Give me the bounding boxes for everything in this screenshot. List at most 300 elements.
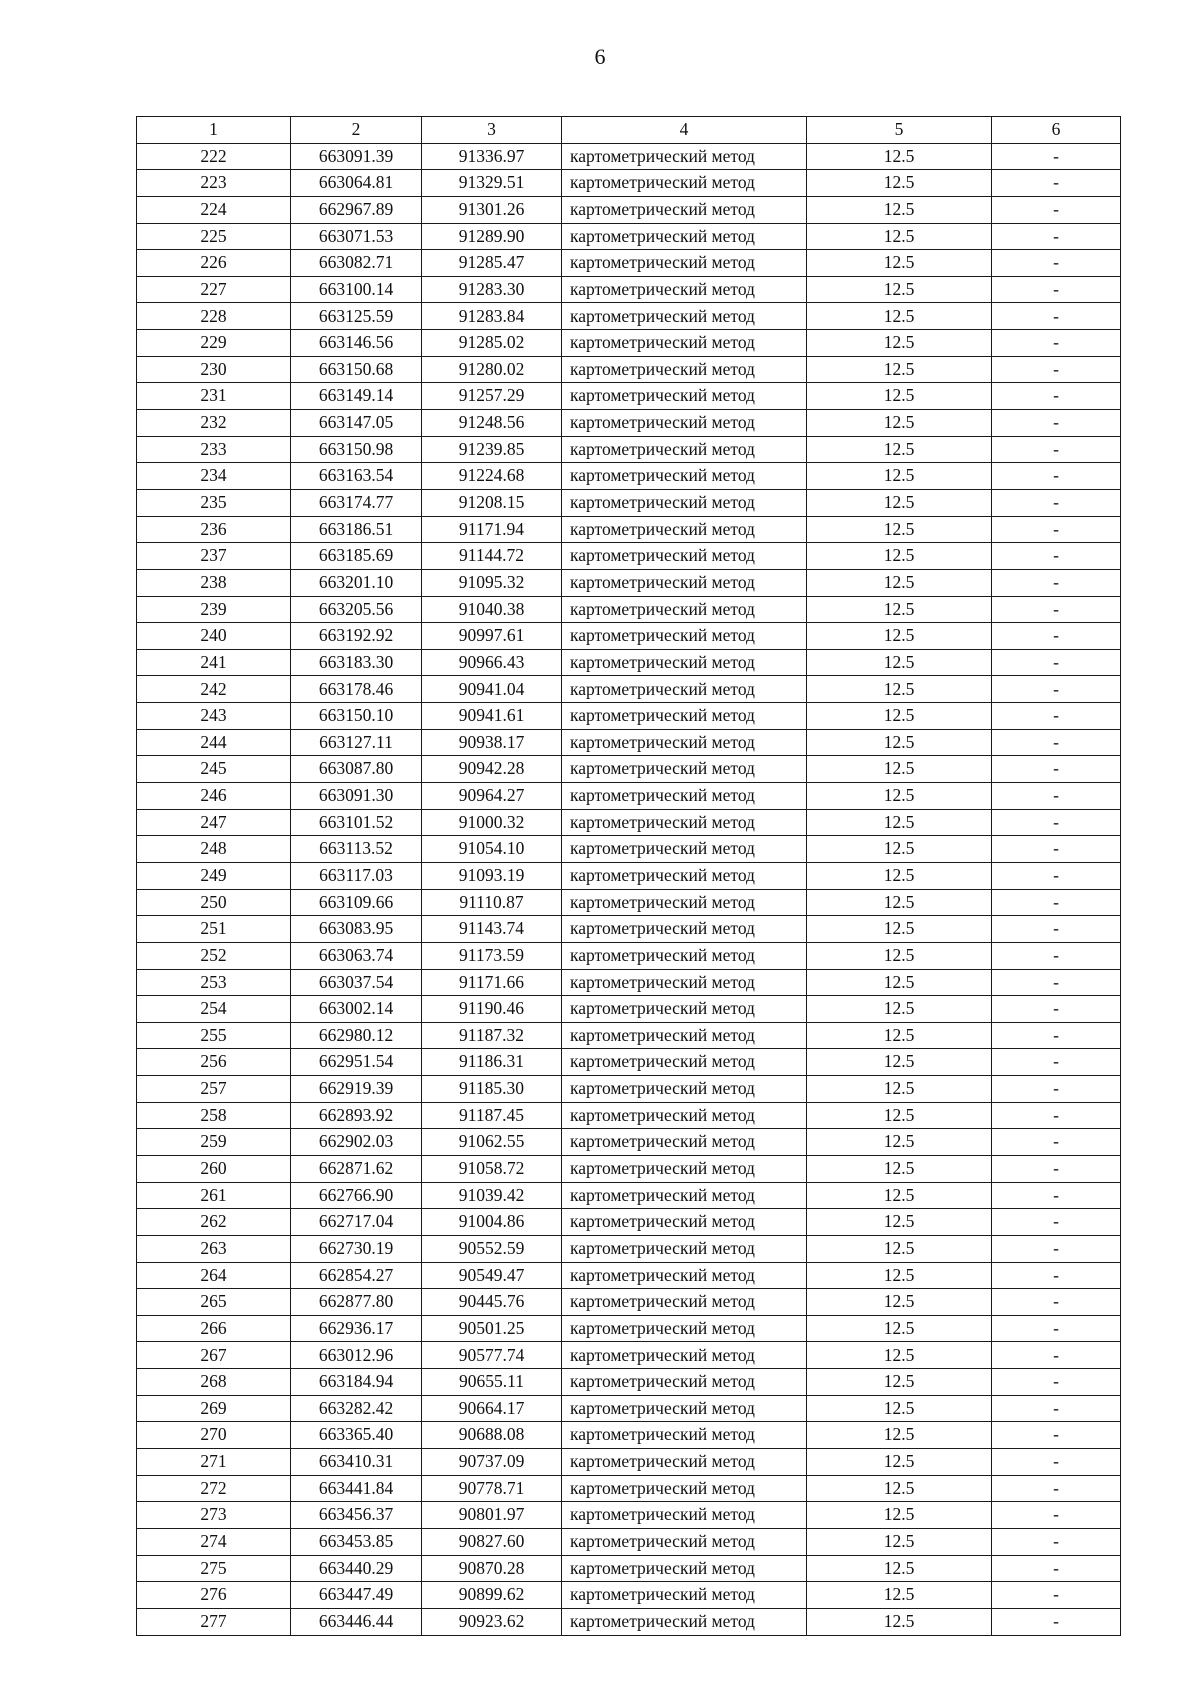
point-number-cell: 277	[137, 1608, 291, 1635]
y-coordinate-cell: 91329.51	[422, 170, 562, 197]
accuracy-cell: 12.5	[807, 196, 992, 223]
point-number-cell: 229	[137, 330, 291, 357]
y-coordinate-cell: 90923.62	[422, 1608, 562, 1635]
method-cell: картометрический метод	[562, 1449, 807, 1476]
description-cell: -	[992, 809, 1121, 836]
point-number-cell: 276	[137, 1582, 291, 1609]
x-coordinate-cell: 663150.68	[291, 356, 422, 383]
point-number-cell: 270	[137, 1422, 291, 1449]
x-coordinate-cell: 663101.52	[291, 809, 422, 836]
accuracy-cell: 12.5	[807, 809, 992, 836]
method-cell: картометрический метод	[562, 1076, 807, 1103]
method-cell: картометрический метод	[562, 516, 807, 543]
method-cell: картометрический метод	[562, 1422, 807, 1449]
method-cell: картометрический метод	[562, 276, 807, 303]
table-row	[137, 1262, 1121, 1289]
table-row	[137, 489, 1121, 516]
point-number-cell: 251	[137, 916, 291, 943]
method-cell: картометрический метод	[562, 996, 807, 1023]
y-coordinate-cell: 90966.43	[422, 649, 562, 676]
y-coordinate-cell: 91257.29	[422, 383, 562, 410]
table-row	[137, 196, 1121, 223]
x-coordinate-cell: 663109.66	[291, 889, 422, 916]
y-coordinate-cell: 91289.90	[422, 223, 562, 250]
coordinates-table	[136, 116, 1121, 1636]
description-cell: -	[992, 756, 1121, 783]
accuracy-cell: 12.5	[807, 729, 992, 756]
x-coordinate-cell: 663447.49	[291, 1582, 422, 1609]
point-number-cell: 231	[137, 383, 291, 410]
accuracy-cell: 12.5	[807, 330, 992, 357]
point-number-cell: 253	[137, 969, 291, 996]
y-coordinate-cell: 90941.61	[422, 703, 562, 730]
description-cell: -	[992, 1209, 1121, 1236]
method-cell: картометрический метод	[562, 649, 807, 676]
y-coordinate-cell: 90577.74	[422, 1342, 562, 1369]
column-header-method: 4	[562, 117, 807, 144]
method-cell: картометрический метод	[562, 383, 807, 410]
y-coordinate-cell: 91190.46	[422, 996, 562, 1023]
table-row	[137, 1076, 1121, 1103]
method-cell: картометрический метод	[562, 1582, 807, 1609]
accuracy-cell: 12.5	[807, 783, 992, 810]
table-row	[137, 143, 1121, 170]
point-number-cell: 250	[137, 889, 291, 916]
point-number-cell: 258	[137, 1102, 291, 1129]
x-coordinate-cell: 662871.62	[291, 1155, 422, 1182]
accuracy-cell: 12.5	[807, 596, 992, 623]
point-number-cell: 235	[137, 489, 291, 516]
point-number-cell: 230	[137, 356, 291, 383]
method-cell: картометрический метод	[562, 1022, 807, 1049]
x-coordinate-cell: 663185.69	[291, 543, 422, 570]
table-row	[137, 356, 1121, 383]
x-coordinate-cell: 663037.54	[291, 969, 422, 996]
point-number-cell: 225	[137, 223, 291, 250]
x-coordinate-cell: 663071.53	[291, 223, 422, 250]
point-number-cell: 261	[137, 1182, 291, 1209]
table-row	[137, 303, 1121, 330]
accuracy-cell: 12.5	[807, 356, 992, 383]
x-coordinate-cell: 663012.96	[291, 1342, 422, 1369]
y-coordinate-cell: 91058.72	[422, 1155, 562, 1182]
x-coordinate-cell: 662730.19	[291, 1235, 422, 1262]
x-coordinate-cell: 662893.92	[291, 1102, 422, 1129]
x-coordinate-cell: 663365.40	[291, 1422, 422, 1449]
method-cell: картометрический метод	[562, 1182, 807, 1209]
method-cell: картометрический метод	[562, 1369, 807, 1396]
method-cell: картометрический метод	[562, 489, 807, 516]
accuracy-cell: 12.5	[807, 1342, 992, 1369]
accuracy-cell: 12.5	[807, 1155, 992, 1182]
accuracy-cell: 12.5	[807, 889, 992, 916]
description-cell: -	[992, 1528, 1121, 1555]
y-coordinate-cell: 91283.30	[422, 276, 562, 303]
description-cell: -	[992, 1182, 1121, 1209]
table-row	[137, 836, 1121, 863]
point-number-cell: 260	[137, 1155, 291, 1182]
y-coordinate-cell: 90664.17	[422, 1395, 562, 1422]
accuracy-cell: 12.5	[807, 649, 992, 676]
point-number-cell: 247	[137, 809, 291, 836]
y-coordinate-cell: 91039.42	[422, 1182, 562, 1209]
table-row	[137, 996, 1121, 1023]
method-cell: картометрический метод	[562, 836, 807, 863]
y-coordinate-cell: 91173.59	[422, 942, 562, 969]
x-coordinate-cell: 662854.27	[291, 1262, 422, 1289]
accuracy-cell: 12.5	[807, 1449, 992, 1476]
description-cell: -	[992, 410, 1121, 437]
description-cell: -	[992, 1369, 1121, 1396]
table-row	[137, 1155, 1121, 1182]
method-cell: картометрический метод	[562, 1155, 807, 1182]
accuracy-cell: 12.5	[807, 1582, 992, 1609]
table-row	[137, 1209, 1121, 1236]
description-cell: -	[992, 649, 1121, 676]
y-coordinate-cell: 91283.84	[422, 303, 562, 330]
y-coordinate-cell: 90655.11	[422, 1369, 562, 1396]
y-coordinate-cell: 90801.97	[422, 1502, 562, 1529]
x-coordinate-cell: 663083.95	[291, 916, 422, 943]
x-coordinate-cell: 663146.56	[291, 330, 422, 357]
table-row	[137, 1555, 1121, 1582]
accuracy-cell: 12.5	[807, 1422, 992, 1449]
accuracy-cell: 12.5	[807, 276, 992, 303]
method-cell: картометрический метод	[562, 463, 807, 490]
accuracy-cell: 12.5	[807, 410, 992, 437]
table-row	[137, 623, 1121, 650]
method-cell: картометрический метод	[562, 1289, 807, 1316]
method-cell: картометрический метод	[562, 1528, 807, 1555]
accuracy-cell: 12.5	[807, 1182, 992, 1209]
table-row	[137, 1528, 1121, 1555]
x-coordinate-cell: 663087.80	[291, 756, 422, 783]
description-cell: -	[992, 436, 1121, 463]
method-cell: картометрический метод	[562, 543, 807, 570]
method-cell: картометрический метод	[562, 356, 807, 383]
description-cell: -	[992, 543, 1121, 570]
description-cell: -	[992, 303, 1121, 330]
accuracy-cell: 12.5	[807, 1262, 992, 1289]
accuracy-cell: 12.5	[807, 836, 992, 863]
point-number-cell: 233	[137, 436, 291, 463]
x-coordinate-cell: 663192.92	[291, 623, 422, 650]
method-cell: картометрический метод	[562, 1342, 807, 1369]
method-cell: картометрический метод	[562, 143, 807, 170]
method-cell: картометрический метод	[562, 1209, 807, 1236]
accuracy-cell: 12.5	[807, 1076, 992, 1103]
table-body	[137, 143, 1121, 1635]
y-coordinate-cell: 90938.17	[422, 729, 562, 756]
table-row	[137, 649, 1121, 676]
x-coordinate-cell: 663117.03	[291, 862, 422, 889]
table-header-row	[137, 117, 1121, 144]
table-row	[137, 543, 1121, 570]
description-cell: -	[992, 170, 1121, 197]
point-number-cell: 237	[137, 543, 291, 570]
y-coordinate-cell: 90942.28	[422, 756, 562, 783]
table-row	[137, 569, 1121, 596]
x-coordinate-cell: 663082.71	[291, 250, 422, 277]
method-cell: картометрический метод	[562, 1049, 807, 1076]
accuracy-cell: 12.5	[807, 1608, 992, 1635]
x-coordinate-cell: 663446.44	[291, 1608, 422, 1635]
x-coordinate-cell: 663440.29	[291, 1555, 422, 1582]
description-cell: -	[992, 969, 1121, 996]
accuracy-cell: 12.5	[807, 1289, 992, 1316]
x-coordinate-cell: 663183.30	[291, 649, 422, 676]
accuracy-cell: 12.5	[807, 1129, 992, 1156]
table-row	[137, 1182, 1121, 1209]
table-row	[137, 1342, 1121, 1369]
y-coordinate-cell: 90997.61	[422, 623, 562, 650]
description-cell: -	[992, 250, 1121, 277]
x-coordinate-cell: 663186.51	[291, 516, 422, 543]
point-number-cell: 227	[137, 276, 291, 303]
accuracy-cell: 12.5	[807, 1369, 992, 1396]
method-cell: картометрический метод	[562, 729, 807, 756]
x-coordinate-cell: 663453.85	[291, 1528, 422, 1555]
x-coordinate-cell: 663205.56	[291, 596, 422, 623]
description-cell: -	[992, 1129, 1121, 1156]
method-cell: картометрический метод	[562, 676, 807, 703]
x-coordinate-cell: 662766.90	[291, 1182, 422, 1209]
table-row	[137, 436, 1121, 463]
point-number-cell: 226	[137, 250, 291, 277]
y-coordinate-cell: 90941.04	[422, 676, 562, 703]
description-cell: -	[992, 942, 1121, 969]
table-row	[137, 1475, 1121, 1502]
x-coordinate-cell: 663441.84	[291, 1475, 422, 1502]
description-cell: -	[992, 1342, 1121, 1369]
description-cell: -	[992, 916, 1121, 943]
description-cell: -	[992, 676, 1121, 703]
point-number-cell: 228	[137, 303, 291, 330]
x-coordinate-cell: 663410.31	[291, 1449, 422, 1476]
point-number-cell: 255	[137, 1022, 291, 1049]
description-cell: -	[992, 1022, 1121, 1049]
y-coordinate-cell: 91110.87	[422, 889, 562, 916]
y-coordinate-cell: 90445.76	[422, 1289, 562, 1316]
y-coordinate-cell: 91239.85	[422, 436, 562, 463]
point-number-cell: 244	[137, 729, 291, 756]
table-row	[137, 1369, 1121, 1396]
x-coordinate-cell: 663150.10	[291, 703, 422, 730]
x-coordinate-cell: 662936.17	[291, 1315, 422, 1342]
table-row	[137, 1449, 1121, 1476]
description-cell: -	[992, 1422, 1121, 1449]
table-row	[137, 889, 1121, 916]
point-number-cell: 263	[137, 1235, 291, 1262]
point-number-cell: 245	[137, 756, 291, 783]
point-number-cell: 236	[137, 516, 291, 543]
accuracy-cell: 12.5	[807, 1235, 992, 1262]
method-cell: картометрический метод	[562, 942, 807, 969]
accuracy-cell: 12.5	[807, 1209, 992, 1236]
x-coordinate-cell: 662717.04	[291, 1209, 422, 1236]
method-cell: картометрический метод	[562, 1129, 807, 1156]
y-coordinate-cell: 91301.26	[422, 196, 562, 223]
point-number-cell: 269	[137, 1395, 291, 1422]
y-coordinate-cell: 90870.28	[422, 1555, 562, 1582]
accuracy-cell: 12.5	[807, 1528, 992, 1555]
description-cell: -	[992, 1475, 1121, 1502]
accuracy-cell: 12.5	[807, 516, 992, 543]
method-cell: картометрический метод	[562, 862, 807, 889]
point-number-cell: 259	[137, 1129, 291, 1156]
y-coordinate-cell: 90827.60	[422, 1528, 562, 1555]
x-coordinate-cell: 663163.54	[291, 463, 422, 490]
x-coordinate-cell: 663127.11	[291, 729, 422, 756]
description-cell: -	[992, 1289, 1121, 1316]
point-number-cell: 223	[137, 170, 291, 197]
y-coordinate-cell: 91208.15	[422, 489, 562, 516]
accuracy-cell: 12.5	[807, 1475, 992, 1502]
method-cell: картометрический метод	[562, 330, 807, 357]
description-cell: -	[992, 569, 1121, 596]
x-coordinate-cell: 663147.05	[291, 410, 422, 437]
accuracy-cell: 12.5	[807, 1395, 992, 1422]
accuracy-cell: 12.5	[807, 489, 992, 516]
description-cell: -	[992, 1315, 1121, 1342]
x-coordinate-cell: 663184.94	[291, 1369, 422, 1396]
point-number-cell: 240	[137, 623, 291, 650]
table-row	[137, 1235, 1121, 1262]
accuracy-cell: 12.5	[807, 543, 992, 570]
point-number-cell: 267	[137, 1342, 291, 1369]
accuracy-cell: 12.5	[807, 1102, 992, 1129]
description-cell: -	[992, 1049, 1121, 1076]
point-number-cell: 265	[137, 1289, 291, 1316]
method-cell: картометрический метод	[562, 303, 807, 330]
y-coordinate-cell: 91000.32	[422, 809, 562, 836]
column-header-point-number: 1	[137, 117, 291, 144]
point-number-cell: 264	[137, 1262, 291, 1289]
table-row	[137, 1289, 1121, 1316]
y-coordinate-cell: 90964.27	[422, 783, 562, 810]
table-row	[137, 729, 1121, 756]
table-row	[137, 703, 1121, 730]
point-number-cell: 266	[137, 1315, 291, 1342]
y-coordinate-cell: 90737.09	[422, 1449, 562, 1476]
accuracy-cell: 12.5	[807, 383, 992, 410]
accuracy-cell: 12.5	[807, 1555, 992, 1582]
y-coordinate-cell: 91144.72	[422, 543, 562, 570]
description-cell: -	[992, 1235, 1121, 1262]
y-coordinate-cell: 91248.56	[422, 410, 562, 437]
accuracy-cell: 12.5	[807, 862, 992, 889]
accuracy-cell: 12.5	[807, 996, 992, 1023]
page-number: 6	[594, 44, 606, 69]
x-coordinate-cell: 663149.14	[291, 383, 422, 410]
column-header-y: 3	[422, 117, 562, 144]
y-coordinate-cell: 90778.71	[422, 1475, 562, 1502]
description-cell: -	[992, 703, 1121, 730]
point-number-cell: 224	[137, 196, 291, 223]
point-number-cell: 242	[137, 676, 291, 703]
accuracy-cell: 12.5	[807, 463, 992, 490]
y-coordinate-cell: 90549.47	[422, 1262, 562, 1289]
column-header-accuracy: 5	[807, 117, 992, 144]
table-row	[137, 276, 1121, 303]
method-cell: картометрический метод	[562, 410, 807, 437]
description-cell: -	[992, 276, 1121, 303]
description-cell: -	[992, 1076, 1121, 1103]
accuracy-cell: 12.5	[807, 676, 992, 703]
method-cell: картометрический метод	[562, 1102, 807, 1129]
accuracy-cell: 12.5	[807, 916, 992, 943]
description-cell: -	[992, 516, 1121, 543]
description-cell: -	[992, 783, 1121, 810]
point-number-cell: 241	[137, 649, 291, 676]
method-cell: картометрический метод	[562, 1475, 807, 1502]
description-cell: -	[992, 356, 1121, 383]
table-row	[137, 1502, 1121, 1529]
description-cell: -	[992, 489, 1121, 516]
y-coordinate-cell: 91062.55	[422, 1129, 562, 1156]
x-coordinate-cell: 662877.80	[291, 1289, 422, 1316]
accuracy-cell: 12.5	[807, 1049, 992, 1076]
y-coordinate-cell: 91171.66	[422, 969, 562, 996]
point-number-cell: 234	[137, 463, 291, 490]
table-row	[137, 463, 1121, 490]
description-cell: -	[992, 1395, 1121, 1422]
x-coordinate-cell: 662902.03	[291, 1129, 422, 1156]
point-number-cell: 256	[137, 1049, 291, 1076]
accuracy-cell: 12.5	[807, 756, 992, 783]
point-number-cell: 243	[137, 703, 291, 730]
method-cell: картометрический метод	[562, 170, 807, 197]
x-coordinate-cell: 663100.14	[291, 276, 422, 303]
description-cell: -	[992, 889, 1121, 916]
accuracy-cell: 12.5	[807, 942, 992, 969]
y-coordinate-cell: 90501.25	[422, 1315, 562, 1342]
x-coordinate-cell: 663282.42	[291, 1395, 422, 1422]
point-number-cell: 239	[137, 596, 291, 623]
y-coordinate-cell: 90899.62	[422, 1582, 562, 1609]
x-coordinate-cell: 663178.46	[291, 676, 422, 703]
y-coordinate-cell: 91171.94	[422, 516, 562, 543]
accuracy-cell: 12.5	[807, 436, 992, 463]
y-coordinate-cell: 91187.45	[422, 1102, 562, 1129]
table-row	[137, 969, 1121, 996]
table-row	[137, 383, 1121, 410]
x-coordinate-cell: 662980.12	[291, 1022, 422, 1049]
column-header-description: 6	[992, 117, 1121, 144]
point-number-cell: 248	[137, 836, 291, 863]
point-number-cell: 252	[137, 942, 291, 969]
table-row	[137, 1582, 1121, 1609]
x-coordinate-cell: 663063.74	[291, 942, 422, 969]
description-cell: -	[992, 1582, 1121, 1609]
table-row	[137, 250, 1121, 277]
method-cell: картометрический метод	[562, 1555, 807, 1582]
y-coordinate-cell: 91143.74	[422, 916, 562, 943]
description-cell: -	[992, 196, 1121, 223]
description-cell: -	[992, 463, 1121, 490]
table-row	[137, 676, 1121, 703]
point-number-cell: 273	[137, 1502, 291, 1529]
description-cell: -	[992, 143, 1121, 170]
x-coordinate-cell: 663150.98	[291, 436, 422, 463]
accuracy-cell: 12.5	[807, 969, 992, 996]
x-coordinate-cell: 663113.52	[291, 836, 422, 863]
y-coordinate-cell: 90688.08	[422, 1422, 562, 1449]
method-cell: картометрический метод	[562, 809, 807, 836]
x-coordinate-cell: 663125.59	[291, 303, 422, 330]
description-cell: -	[992, 330, 1121, 357]
description-cell: -	[992, 596, 1121, 623]
